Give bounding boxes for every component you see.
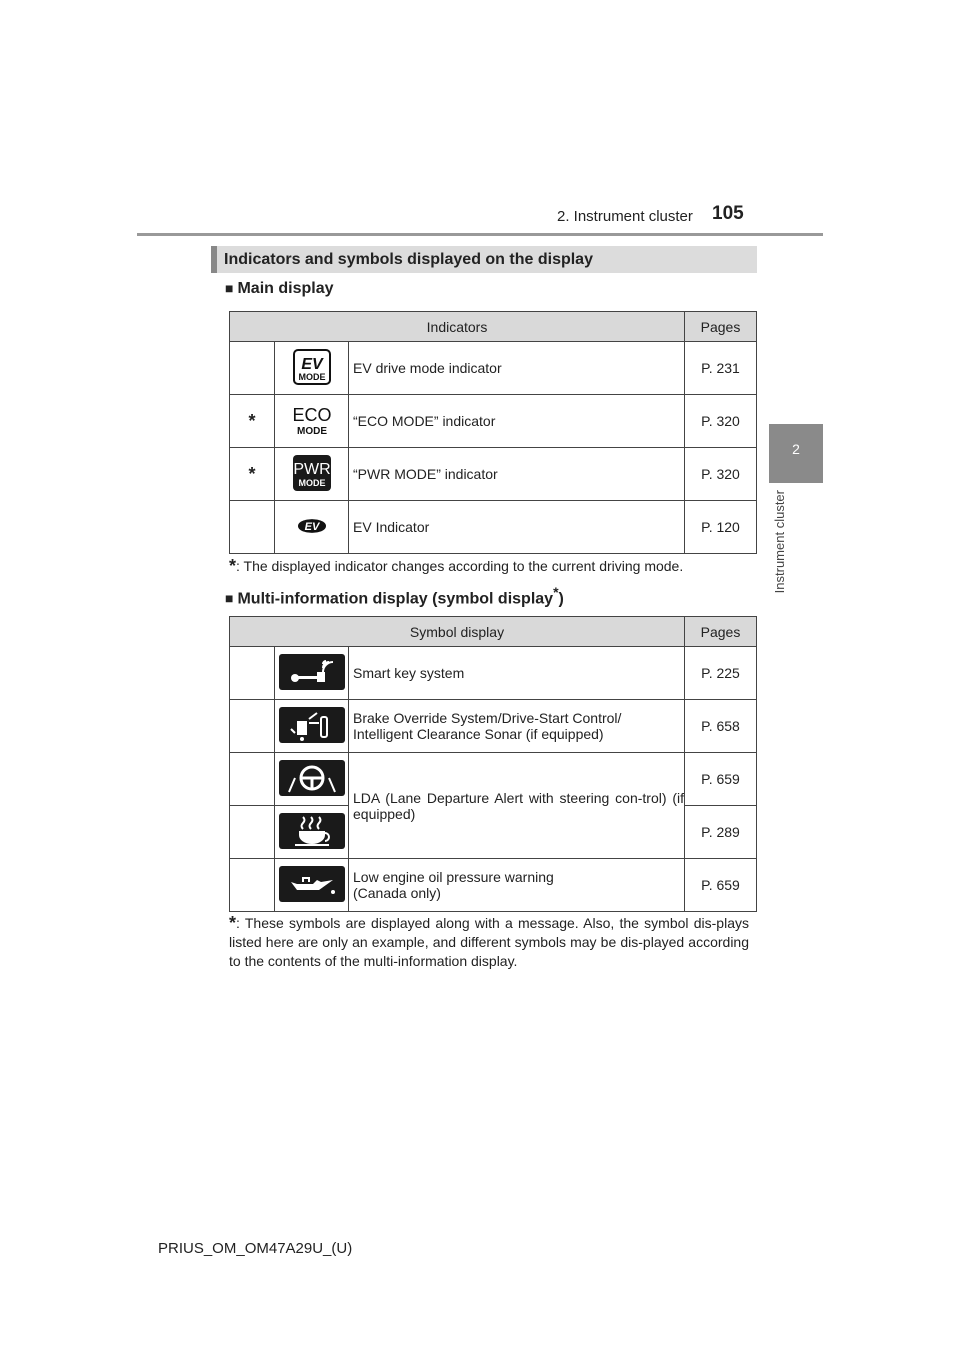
table-row xyxy=(230,700,757,753)
main-display-heading-text: Main display xyxy=(237,280,334,297)
svg-text:MODE: MODE xyxy=(298,371,325,382)
row-text: EV Indicator xyxy=(349,501,685,554)
row-text: “ECO MODE” indicator xyxy=(349,395,685,448)
ev-indicator-icon xyxy=(275,501,349,554)
chapter-tab-number: 2 xyxy=(792,441,800,457)
svg-text:ECO: ECO xyxy=(292,404,331,425)
footnote-mark: * xyxy=(229,913,237,933)
row-mark xyxy=(230,342,275,395)
col-symbol: Symbol display xyxy=(230,617,685,647)
row-text: EV drive mode indicator xyxy=(349,342,685,395)
square-bullet-icon: ■ xyxy=(225,280,234,296)
running-header-section: 2. Instrument cluster xyxy=(557,208,693,225)
row-text-line2: Intelligent Clearance Sonar (if equipped) xyxy=(353,726,604,742)
row-page: P. 659 xyxy=(685,753,757,806)
main-display-table xyxy=(229,311,757,554)
pwr-mode-icon xyxy=(275,448,349,501)
row-text: LDA (Lane Departure Alert with steering con-trol) (if equipped) xyxy=(349,753,685,859)
col-indicators: Indicators xyxy=(230,312,685,342)
row-text-line2: (Canada only) xyxy=(353,885,441,901)
row-mark xyxy=(230,501,275,554)
smart-key-icon xyxy=(275,647,349,700)
row-page: P. 120 xyxy=(685,501,757,554)
row-text-line1: Low engine oil pressure warning xyxy=(353,869,554,885)
multi-info-table xyxy=(229,616,757,912)
svg-text:EV: EV xyxy=(300,355,323,373)
svg-text:EV: EV xyxy=(304,520,319,533)
svg-text:MODE: MODE xyxy=(296,425,327,437)
row-text: Smart key system xyxy=(349,647,685,700)
row-mark: * xyxy=(230,448,275,501)
section-title: Indicators and symbols displayed on the display xyxy=(224,251,593,268)
table-row xyxy=(230,647,757,700)
chapter-tab-label-text: Instrument cluster xyxy=(772,490,787,594)
row-mark xyxy=(230,859,275,912)
col-pages: Pages xyxy=(685,312,757,342)
row-page: P. 658 xyxy=(685,700,757,753)
row-text xyxy=(349,700,685,753)
table-row xyxy=(230,859,757,912)
footnote-text: : The displayed indicator changes according to the current driving mode. xyxy=(236,558,684,574)
row-page: P. 320 xyxy=(685,395,757,448)
row-page: P. 289 xyxy=(685,806,757,859)
row-page: P. 659 xyxy=(685,859,757,912)
table-row xyxy=(230,342,757,395)
footnote-text: : These symbols are displayed along with a message. Also, the symbol dis-plays listed here are only an example, and different symbols may be dis-played according to the contents of the multi-information display. xyxy=(229,915,749,969)
table-row xyxy=(230,501,757,554)
table-header-row xyxy=(230,617,757,647)
multi-info-heading-text: Multi-information display (symbol display xyxy=(237,590,554,608)
row-page: P. 231 xyxy=(685,342,757,395)
row-mark xyxy=(230,753,275,806)
table-row xyxy=(230,753,757,806)
row-page: P. 225 xyxy=(685,647,757,700)
row-mark: * xyxy=(230,395,275,448)
header-rule xyxy=(137,233,823,236)
row-mark xyxy=(230,806,275,859)
svg-text:MODE: MODE xyxy=(298,477,325,488)
eco-mode-icon xyxy=(275,395,349,448)
row-text: “PWR MODE” indicator xyxy=(349,448,685,501)
main-display-footnote xyxy=(229,557,749,576)
page-number: 105 xyxy=(712,203,744,224)
oil-can-icon xyxy=(275,859,349,912)
coffee-cup-icon xyxy=(275,806,349,859)
svg-text:PWR: PWR xyxy=(292,460,331,478)
chapter-tab-label xyxy=(772,490,790,610)
square-bullet-icon: ■ xyxy=(225,590,234,607)
table-row xyxy=(230,395,757,448)
document-code-footer: PRIUS_OM_OM47A29U_(U) xyxy=(158,1240,353,1257)
heading-end: ) xyxy=(558,590,564,608)
col-pages: Pages xyxy=(685,617,757,647)
row-mark xyxy=(230,700,275,753)
steering-wheel-icon xyxy=(275,753,349,806)
brake-override-icon xyxy=(275,700,349,753)
row-mark xyxy=(230,647,275,700)
footnote-mark: * xyxy=(229,556,237,576)
row-page: P. 320 xyxy=(685,448,757,501)
row-text xyxy=(349,859,685,912)
table-header-row xyxy=(230,312,757,342)
main-display-heading xyxy=(225,280,334,298)
ev-mode-icon xyxy=(275,342,349,395)
heading-mark: * xyxy=(553,584,559,600)
multi-info-heading xyxy=(225,584,564,608)
table-row xyxy=(230,448,757,501)
multi-info-footnote xyxy=(229,914,749,971)
row-text-line1: Brake Override System/Drive-Start Control/ xyxy=(353,710,622,726)
